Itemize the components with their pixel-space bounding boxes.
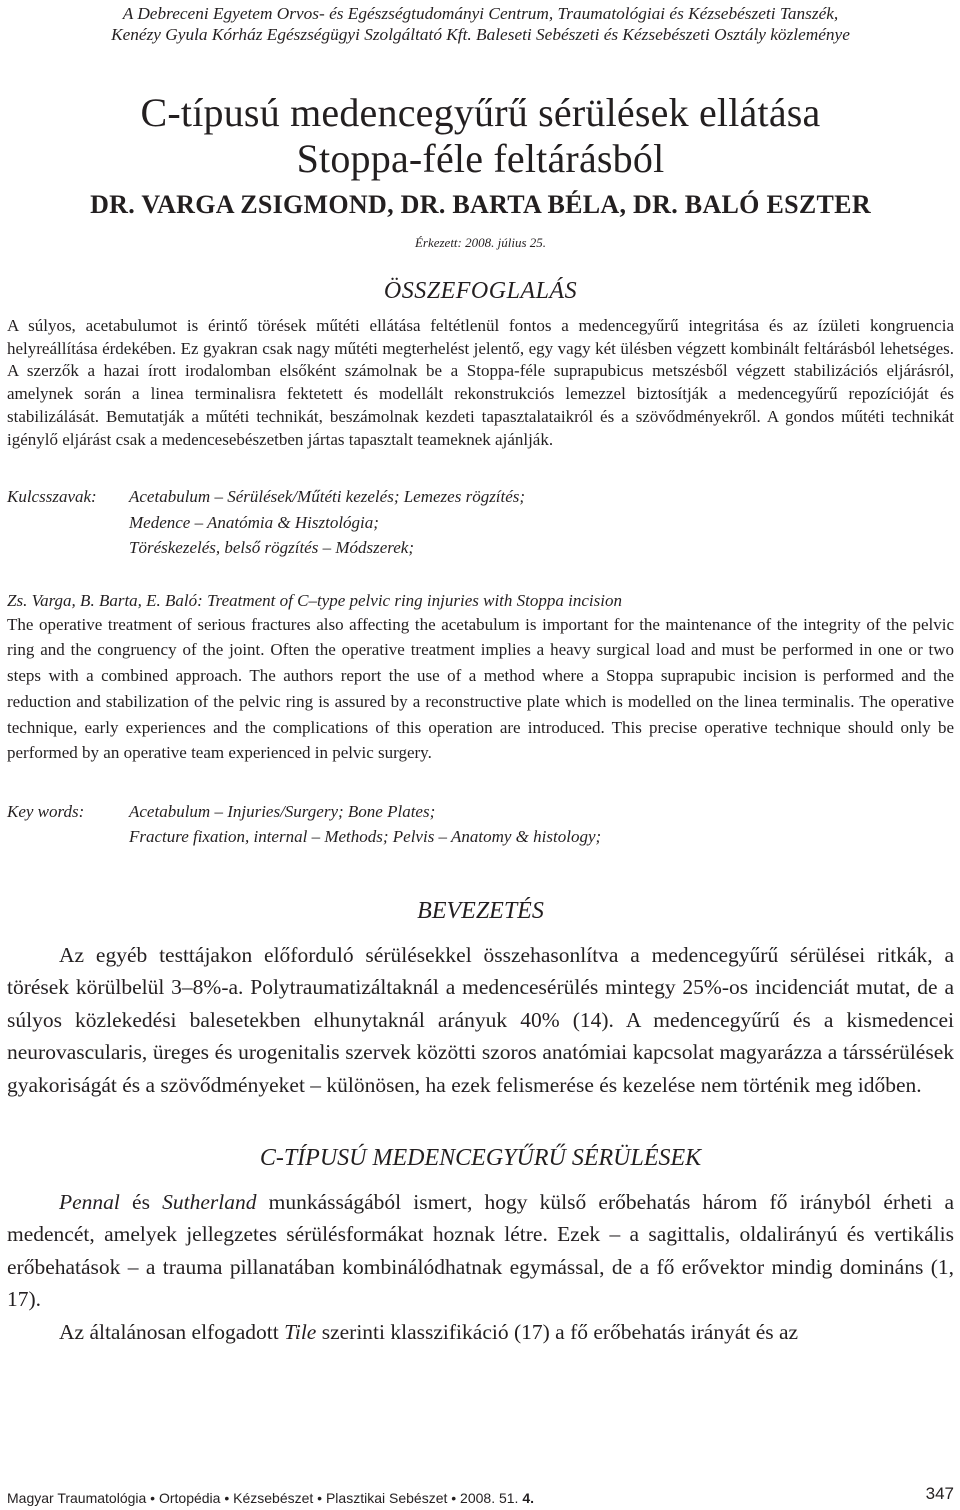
- affiliation: [7, 3, 954, 45]
- keyword-line: Medence – Anatómia & Hisztológia;: [129, 512, 379, 532]
- author-name: Sutherland: [162, 1189, 257, 1214]
- paragraph: [7, 1186, 954, 1316]
- abstract-en: The operative treatment of serious fractures also affecting the acetabulum is important for the maintenance of the integrity of the pelvic ring and the congruency of the joint. Often the operative treatment implies a heavy surgical load and must be performed in one or two steps with a combined approach. The authors report the use of a method where a Stoppa suprapubic incision is performed and the reduction and stabilization of the pelvic ring is assured by a reconstructive plate which is modelled on the linea terminalis. The operative technique, early experiences and the complications of this operation are introduced. This precise operative technique should only be performed by an operative team experienced in pelvic surgery.: [7, 614, 954, 763]
- keywords-hu: [7, 484, 954, 561]
- author-name: Pennal: [59, 1189, 120, 1214]
- journal-issue: 4.: [522, 1490, 535, 1506]
- keywords-en-label: Key words:: [7, 801, 85, 821]
- section-heading-ctype: C-TÍPUSÚ MEDENCEGYŰRŰ SÉRÜLÉSEK: [259, 1144, 702, 1171]
- page-number: 347: [925, 1484, 954, 1503]
- keywords-hu-list: [129, 484, 525, 561]
- text-run: munkásságából ismert, hogy külső erőbehatás három fő irányból érheti a medencét, amelyek jellegzetes sérülésformákat hoznak létre. Ezek – a sagittalis, oldalirányú és vertikális erőbehatások – a trauma pillanatában kombinálódhatnak egymással, de a fő erővektor mindig domináns (1, 17).: [7, 1189, 954, 1312]
- section-body-ctype: [7, 1186, 954, 1348]
- received-date: Érkezett: 2008. július 25.: [414, 235, 547, 250]
- text-run: és: [119, 1189, 163, 1214]
- section-body-intro: [7, 939, 954, 1101]
- keyword-line: Acetabulum – Sérülések/Műtéti kezelés; Lemezes rögzítés;: [129, 487, 526, 507]
- section-heading-intro: BEVEZETÉS: [417, 897, 544, 924]
- author-name: Tile: [284, 1319, 317, 1344]
- text-run: Az általánosan elfogadott: [59, 1319, 285, 1344]
- keywords-en-list: [129, 799, 601, 850]
- affiliation-line-1: A Debreceni Egyetem Orvos- és Egészségtudományi Centrum, Traumatológiai és Kézsebészeti Tanszék,: [122, 4, 839, 23]
- keywords-en: [7, 799, 954, 850]
- keyword-line: Fracture fixation, internal – Methods; Pelvis – Anatomy & histology;: [129, 827, 602, 847]
- keyword-line: Töréskezelés, belső rögzítés – Módszerek;: [129, 538, 415, 558]
- page-footer: [0, 1484, 960, 1508]
- article-title: [7, 90, 954, 182]
- paragraph: [7, 1316, 954, 1348]
- journal-info: Magyar Traumatológia • Ortopédia • Kézsebészet • Plasztikai Sebészet • 2008. 51.: [7, 1490, 523, 1506]
- text-run: szerinti klasszifikáció (17) a fő erőbehatás irányát és az: [316, 1319, 799, 1344]
- abstract-hu: A súlyos, acetabulumot is érintő törések műtéti ellátása feltétlenül fontos a medencegyűrű integritása és az ízületi kongruencia helyreállítása érdekében. Ez gyakran csak nagy műtéti megterhelést jelentő, egy vagy két ülésben végzett kombinált feltárásból lehetséges. A szerzők a hazai írott irodalomban elsőként számolnak be a Stoppa-féle suprapubicus metszésből végzett stabilizációs eljárásról, amelynek során a linea terminalisra fektetett és modellált rekonstrukciós lemezzel biztosítják a medencegyűrű repozícióját és stabilizálását. Bemutatják a műtéti technikát, beszámolnak kezdeti tapasztalataikról és a szövődményekről. A gondos műtéti technikát igénylő eljárást csak a medencesebészetben jártas tapasztalt teameknek ajánlják.: [7, 316, 954, 449]
- abstract-en-heading: Zs. Varga, B. Barta, E. Baló: Treatment of C–type pelvic ring injuries with Stoppa incision: [7, 590, 622, 610]
- abstract-heading-hu: ÖSSZEFOGLALÁS: [383, 278, 578, 304]
- keyword-line: Acetabulum – Injuries/Surgery; Bone Plates;: [129, 801, 436, 821]
- title-line-2: Stoppa-féle feltárásból: [296, 136, 665, 181]
- affiliation-line-2: Kenézy Gyula Kórház Egészségügyi Szolgáltató Kft. Baleseti Sebészeti és Kézsebészeti Osztály közleménye: [111, 25, 850, 44]
- authors: DR. VARGA ZSIGMOND, DR. BARTA BÉLA, DR. BALÓ ESZTER: [90, 190, 871, 219]
- paragraph: Az egyéb testtájakon előforduló sérülésekkel összehasonlítva a medencegyűrű sérülései ritkák, a törések körülbelül 3–8%-a. Polytraumatizáltaknál a medencesérülés mintegy 25%-os incidenciát mutat, de a súlyos közlekedési balesetekben elhunytaknál arányuk 40% (14). A medencegyűrű és a kismedencei neurovascularis, üreges és urogenitalis szervek közötti szoros anatómiai kapcsolat magyarázza a társsérülések gyakoriságát és a szövődményeket – különösen, ha ezek felismerése és kezelése nem történik meg időben.: [7, 942, 954, 1097]
- keywords-hu-label: Kulcsszavak:: [7, 487, 97, 507]
- article-content: [0, 3, 960, 1348]
- title-line-1: C-típusú medencegyűrű sérülések ellátása: [140, 90, 821, 135]
- journal-citation: [7, 1490, 534, 1506]
